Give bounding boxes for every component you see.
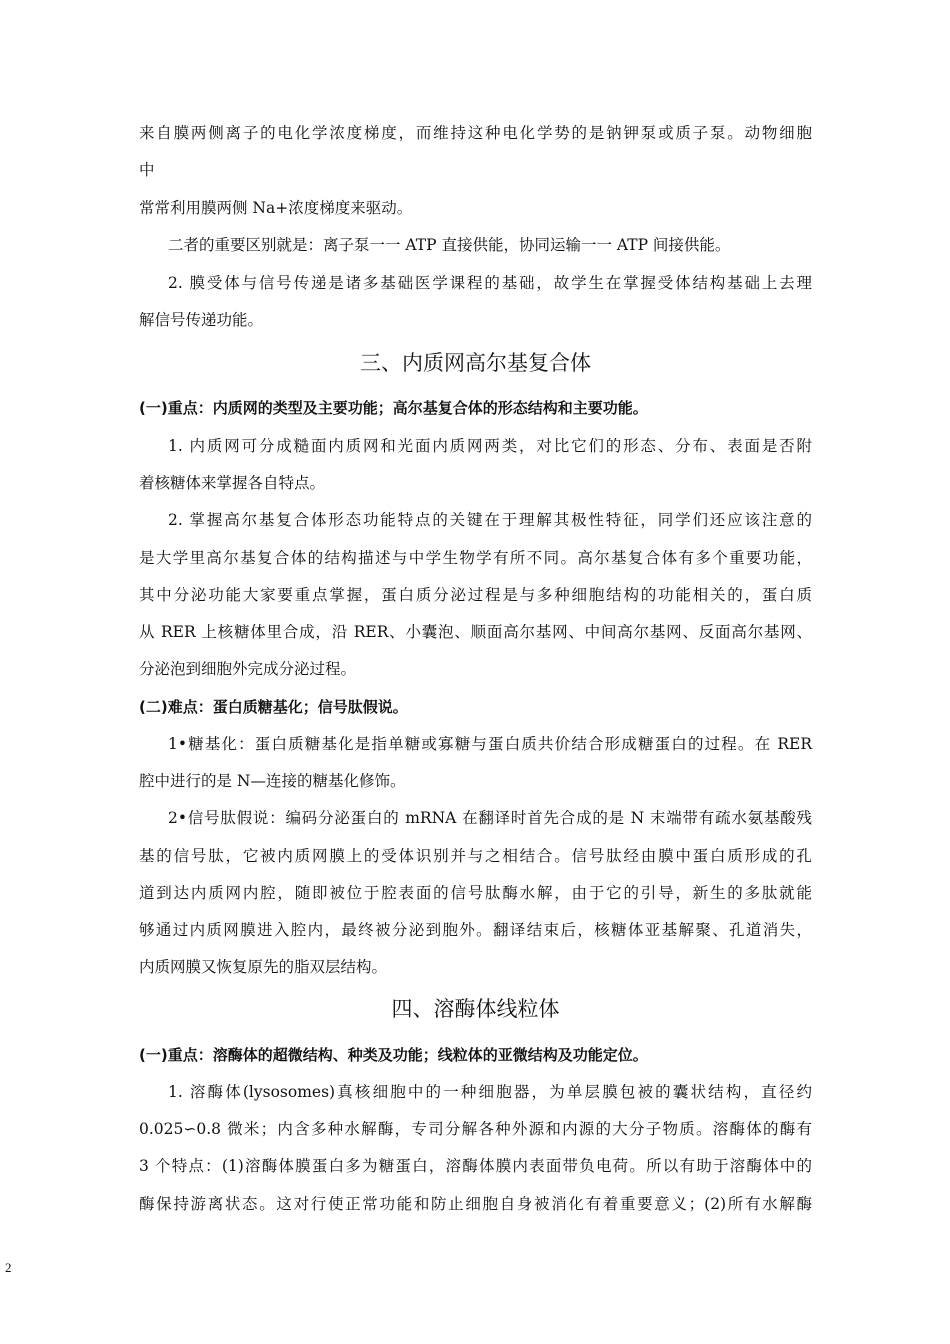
text-line: 常常利用膜两侧 Na+浓度梯度来驱动。 <box>139 199 413 217</box>
page-number: 2 <box>5 1260 12 1275</box>
text-line: 1•糖基化：蛋白质糖基化是指单糖或寡糖与蛋白质共价结合形成糖蛋白的过程。在 RER <box>168 735 812 753</box>
section-heading: 四、溶酶体线粒体 <box>391 997 560 1021</box>
text-line: 够通过内质网膜进入腔内，最终被分泌到胞外。翻译结束后，核糖体亚基解聚、孔道消失， <box>139 921 812 939</box>
text-line: 来自膜两侧离子的电化学浓度梯度，而维持这种电化学势的是钠钾泵或质子泵。动物细胞 <box>139 124 812 142</box>
text-line: 0.025∽0.8 微米；内含多种水解酶，专司分解各种外源和内源的大分子物质。溶酶体的酶有 <box>139 1120 812 1138</box>
text-line: 分泌泡到细胞外完成分泌过程。 <box>139 660 357 678</box>
text-line: 1. 溶酶体(lysosomes)真核细胞中的一种细胞器，为单层膜包被的囊状结构，直径约 <box>168 1083 812 1101</box>
subsection-heading: (一)重点：内质网的类型及主要功能；高尔基复合体的形态结构和主要功能。 <box>139 399 648 417</box>
subsection-heading: (一)重点：溶酶体的超微结构、种类及功能；线粒体的亚微结构及功能定位。 <box>139 1046 648 1064</box>
text-line: 其中分泌功能大家要重点掌握，蛋白质分泌过程是与多种细胞结构的功能相关的，蛋白质 <box>139 586 812 604</box>
text-line: 二者的重要区别就是：离子泵一一 ATP 直接供能，协同运输一一 ATP 间接供能。 <box>168 236 731 254</box>
text-line: 是大学里高尔基复合体的结构描述与中学生物学有所不同。高尔基复合体有多个重要功能， <box>139 549 812 567</box>
text-line: 基的信号肽，它被内质网膜上的受体识别并与之相结合。信号肽经由膜中蛋白质形成的孔 <box>139 847 812 865</box>
text-line: 2. 掌握高尔基复合体形态功能特点的关键在于理解其极性特征，同学们还应该注意的 <box>168 511 812 529</box>
text-line: 着核糖体来掌握各自特点。 <box>139 474 326 492</box>
text-line: 道到达内质网内腔，随即被位于腔表面的信号肽酶水解，由于它的引导，新生的多肽就能 <box>139 884 812 902</box>
text-line: 2•信号肽假说：编码分泌蛋白的 mRNA 在翻译时首先合成的是 N 末端带有疏水氨基酸残 <box>168 809 812 827</box>
subsection-heading: (二)难点：蛋白质糖基化；信号肽假说。 <box>139 698 408 716</box>
section-heading: 三、内质网高尔基复合体 <box>360 351 591 375</box>
text-line: 1. 内质网可分成糙面内质网和光面内质网两类，对比它们的形态、分布、表面是否附 <box>168 437 812 455</box>
text-line: 从 RER 上核糖体里合成，沿 RER、小囊泡、顺面高尔基网、中间高尔基网、反面高尔基网、 <box>139 623 812 641</box>
text-line: 酶保持游离状态。这对行使正常功能和防止细胞自身被消化有着重要意义；(2)所有水解酶 <box>139 1195 812 1213</box>
text-line: 内质网膜又恢复原先的脂双层结构。 <box>139 958 388 976</box>
text-line: 2. 膜受体与信号传递是诸多基础医学课程的基础，故学生在掌握受体结构基础上去理 <box>168 274 812 292</box>
text-line: 中 <box>139 161 155 179</box>
text-line: 腔中进行的是 N—连接的糖基化修饰。 <box>139 772 406 790</box>
text-line: 3 个特点：(1)溶酶体膜蛋白多为糖蛋白，溶酶体膜内表面带负电荷。所以有助于溶酶体中的 <box>139 1157 812 1175</box>
text-line: 解信号传递功能。 <box>139 311 264 329</box>
